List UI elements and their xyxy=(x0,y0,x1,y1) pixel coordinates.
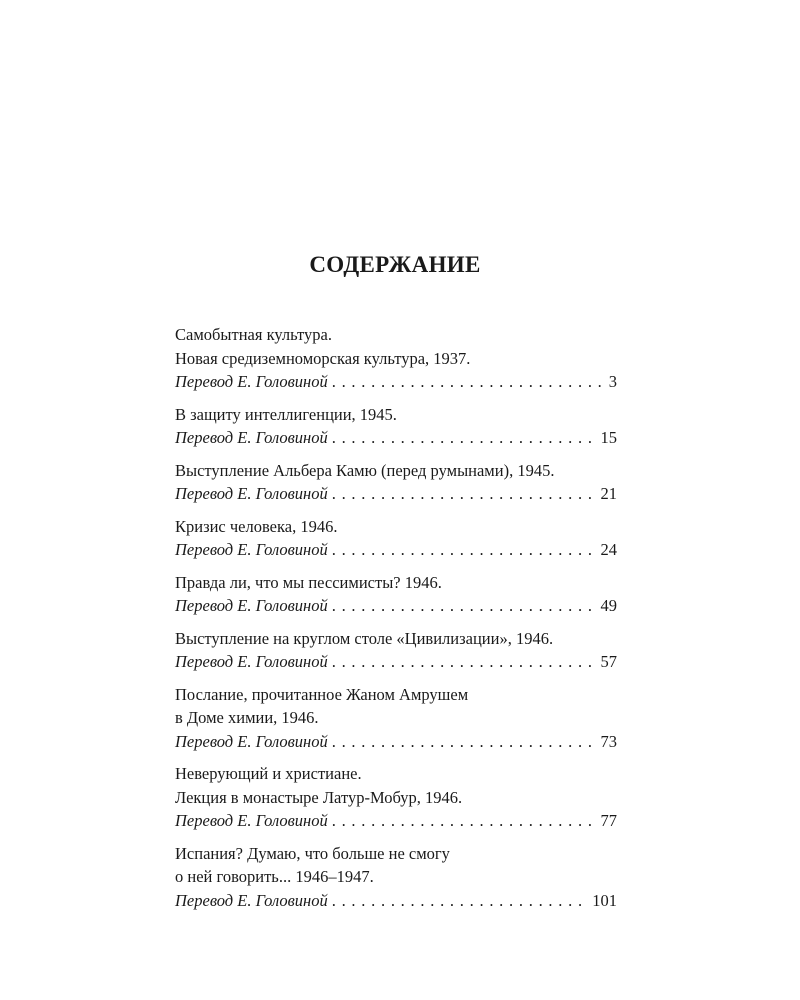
translator-credit: Перевод Е. Головиной xyxy=(175,428,328,447)
translator-line xyxy=(175,594,617,618)
entry-title-line: В защиту интеллигенции, 1945. xyxy=(175,404,397,424)
entry-title-line: Неверующий и христиане. xyxy=(175,764,362,783)
translator-credit: Перевод Е. Головиной xyxy=(175,484,328,503)
translator-credit: Перевод Е. Головиной xyxy=(175,372,328,391)
entry-title-line: Новая средиземноморская культура, 1937. xyxy=(175,348,471,368)
translator-line xyxy=(175,482,617,506)
dot-leader xyxy=(332,889,587,913)
toc-entry[interactable] xyxy=(175,683,617,754)
dot-leader xyxy=(332,594,595,618)
dot-leader xyxy=(332,538,595,562)
page-number: 15 xyxy=(600,428,617,447)
dot-leader xyxy=(332,650,595,674)
entry-title-line: Самобытная культура. xyxy=(175,325,332,344)
page-number: 77 xyxy=(600,811,617,830)
entry-title-line: о ней говорить... 1946–1947. xyxy=(175,867,374,886)
page-number: 73 xyxy=(600,731,617,751)
entry-title-line: Послание, прочитанное Жаном Амрушем xyxy=(175,684,469,704)
dot-leader xyxy=(332,370,603,394)
translator-credit: Перевод Е. Головиной xyxy=(175,596,328,615)
entry-title-line: Лекция в монастыре Латур-Мобур, 1946. xyxy=(175,787,463,807)
entry-title-line: Кризис человека, 1946. xyxy=(175,516,338,536)
toc-entry[interactable] xyxy=(175,842,617,913)
translator-line xyxy=(175,730,617,754)
entry-title-line: Испания? Думаю, что больше не смогу xyxy=(175,843,450,863)
dot-leader xyxy=(332,426,595,450)
translator-credit: Перевод Е. Головиной xyxy=(175,811,328,830)
entry-title-line: Правда ли, что мы пессимисты? 1946. xyxy=(175,572,442,592)
dot-leader xyxy=(332,482,595,506)
entry-title-line: Выступление Альбера Камю (перед румынами), 1945. xyxy=(175,460,555,480)
translator-credit: Перевод Е. Головиной xyxy=(175,540,328,559)
toc-entry[interactable] xyxy=(175,762,617,833)
translator-line xyxy=(175,650,617,674)
entry-title-line: Выступление на круглом столе «Цивилизации», 1946. xyxy=(175,628,554,648)
translator-line xyxy=(175,426,617,450)
page-number: 3 xyxy=(608,372,617,391)
toc-entry[interactable] xyxy=(175,459,617,506)
page-number: 24 xyxy=(600,540,617,559)
translator-credit: Перевод Е. Головиной xyxy=(175,890,328,910)
dot-leader xyxy=(332,730,595,754)
translator-credit: Перевод Е. Головиной xyxy=(175,652,328,671)
toc-entry[interactable] xyxy=(175,403,617,450)
toc-entry[interactable] xyxy=(175,323,617,394)
translator-credit: Перевод Е. Головиной xyxy=(175,731,328,751)
page-title: СОДЕРЖАНИЕ xyxy=(309,252,481,277)
entry-title-line: в Доме химии, 1946. xyxy=(175,708,319,727)
translator-line xyxy=(175,889,617,913)
dot-leader xyxy=(332,809,595,833)
translator-line xyxy=(175,809,617,833)
toc-entry[interactable] xyxy=(175,515,617,562)
page-number: 49 xyxy=(600,596,617,615)
page-number: 21 xyxy=(600,484,617,503)
toc-entry[interactable] xyxy=(175,627,617,674)
page-number: 101 xyxy=(592,890,617,910)
table-of-contents xyxy=(175,323,617,921)
translator-line xyxy=(175,538,617,562)
page-number: 57 xyxy=(600,652,617,671)
toc-entry[interactable] xyxy=(175,571,617,618)
translator-line xyxy=(175,370,617,394)
